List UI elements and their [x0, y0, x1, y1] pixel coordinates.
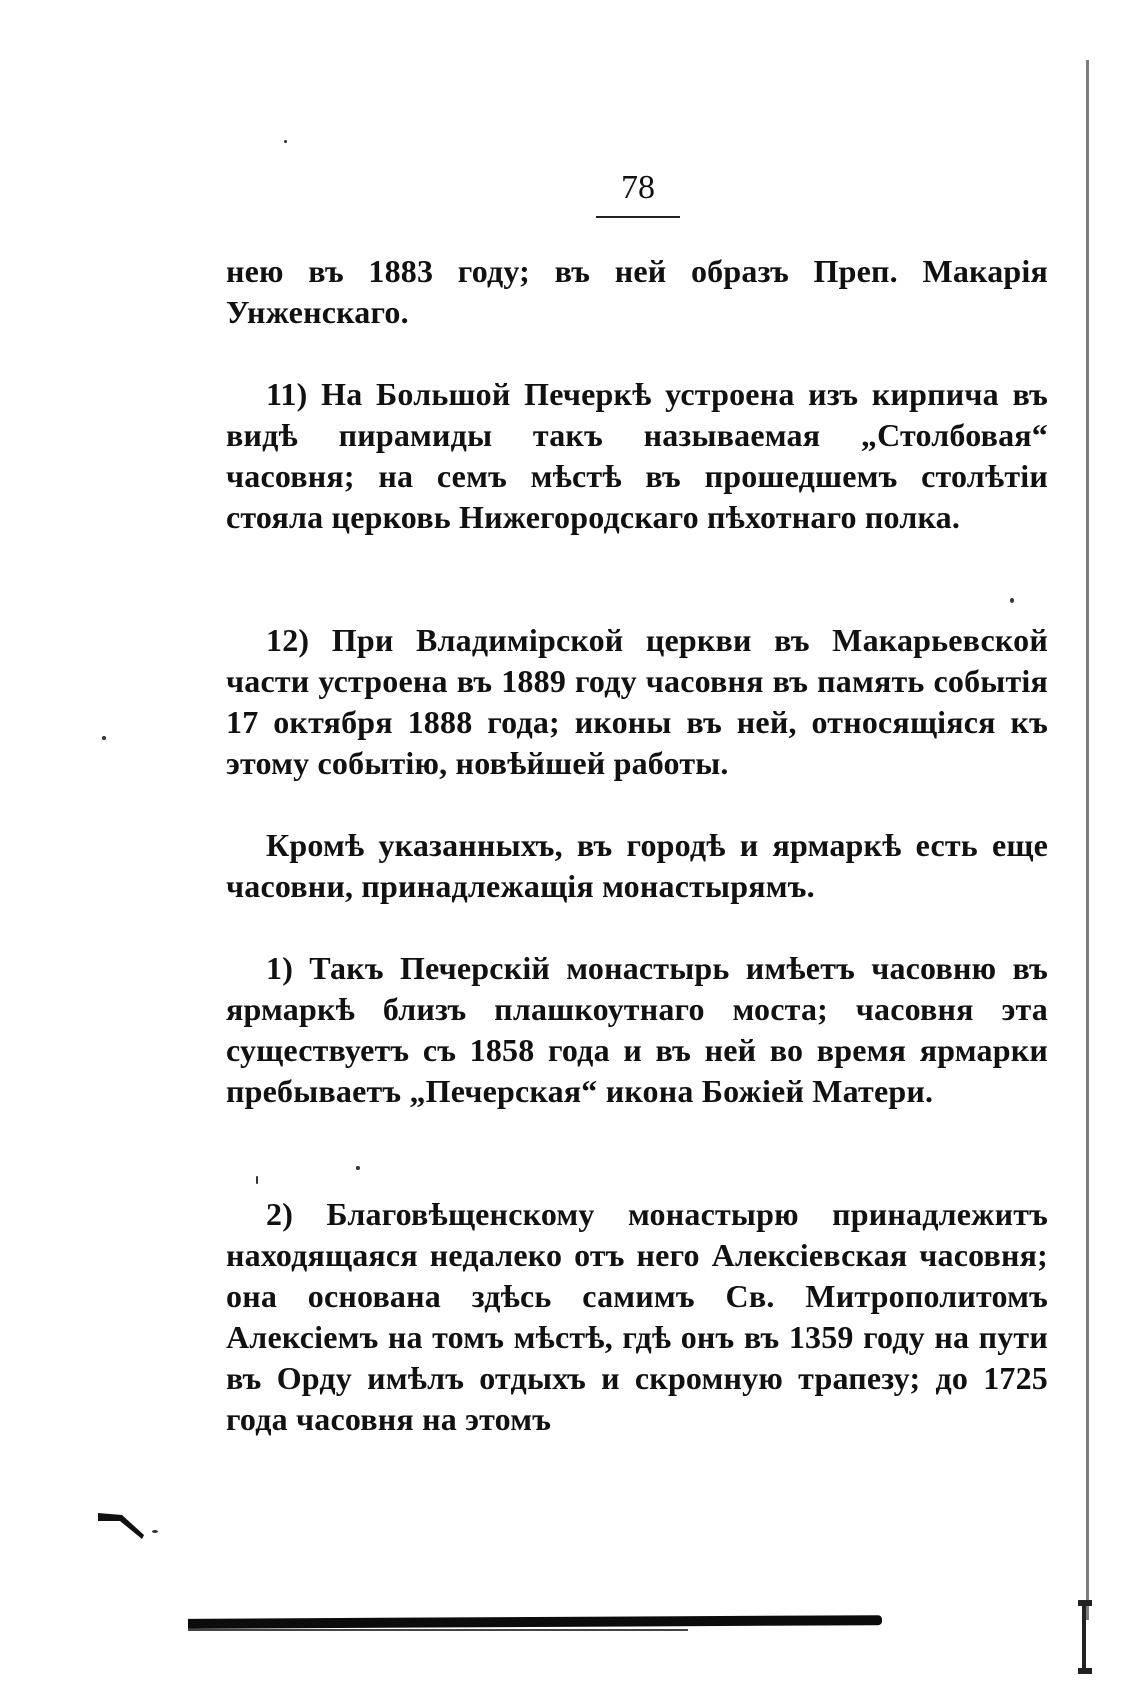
paragraph-stolbovaya-chapel	[226, 374, 1048, 538]
scan-bottom-line	[188, 1629, 688, 1631]
paragraph-vladimir-church-chapel	[226, 620, 1048, 784]
paragraph-text: нею въ 1883 году; въ ней образъ Преп. Макарія Унженскаго.	[226, 253, 1048, 330]
scan-speck	[1010, 598, 1014, 603]
paragraph-text: 11) На Большой Печеркѣ устроена изъ кирпича въ видѣ пирамиды такъ называемая „Столбовая“ часовня; на семъ мѣстѣ въ прошедшемъ столѣтіи стояла церковь Нижегородскаго пѣхотнаго полка.	[226, 376, 1048, 535]
page-number: 78	[621, 169, 655, 206]
bracket-mark-icon	[1074, 1598, 1096, 1676]
paragraph-text: 1) Такъ Печерскій монастырь имѣетъ часовню въ ярмаркѣ близъ плашкоутнаго моста; часовня эта существуетъ съ 1858 года и въ ней во время ярмарки пребываетъ „Печерская“ икона Божіей Матери.	[226, 950, 1048, 1109]
paragraph-annunciation-monastery-chapel	[226, 1194, 1048, 1440]
paragraph-continuation	[226, 251, 1048, 333]
scan-speck	[152, 1530, 158, 1533]
margin-mark-icon	[96, 1505, 148, 1541]
paragraph-text: Кромѣ указанныхъ, въ городѣ и ярмаркѣ есть еще часовни, принадлежащія монастырямъ.	[226, 827, 1048, 904]
scan-speck	[284, 140, 287, 143]
paragraph-text: 12) При Владимірской церкви въ Макарьевской части устроена въ 1889 году часовня въ память событія 17 октября 1888 года; иконы въ ней, относящіяся къ этому событію, новѣйшей работы.	[226, 622, 1048, 781]
paragraph-monastery-chapels-intro	[226, 825, 1048, 907]
scan-bottom-bar	[188, 1615, 882, 1629]
page-number-underline	[596, 216, 680, 218]
scan-speck	[256, 1176, 258, 1184]
scan-edge-line	[1086, 60, 1089, 1620]
paragraph-pechersky-monastery-chapel	[226, 948, 1048, 1112]
paragraph-text: 2) Благовѣщенскому монастырю принадлежитъ находящаяся недалеко отъ него Алексіевская часовня; она основана здѣсь самимъ Св. Митрополитомъ Алексіемъ на томъ мѣстѣ, гдѣ онъ въ 1359 году на пути въ Орду имѣлъ отдыхъ и скромную трапезу; до 1725 года часовня на этомъ	[226, 1196, 1048, 1437]
scan-speck	[102, 736, 106, 740]
scan-speck	[356, 1166, 360, 1170]
